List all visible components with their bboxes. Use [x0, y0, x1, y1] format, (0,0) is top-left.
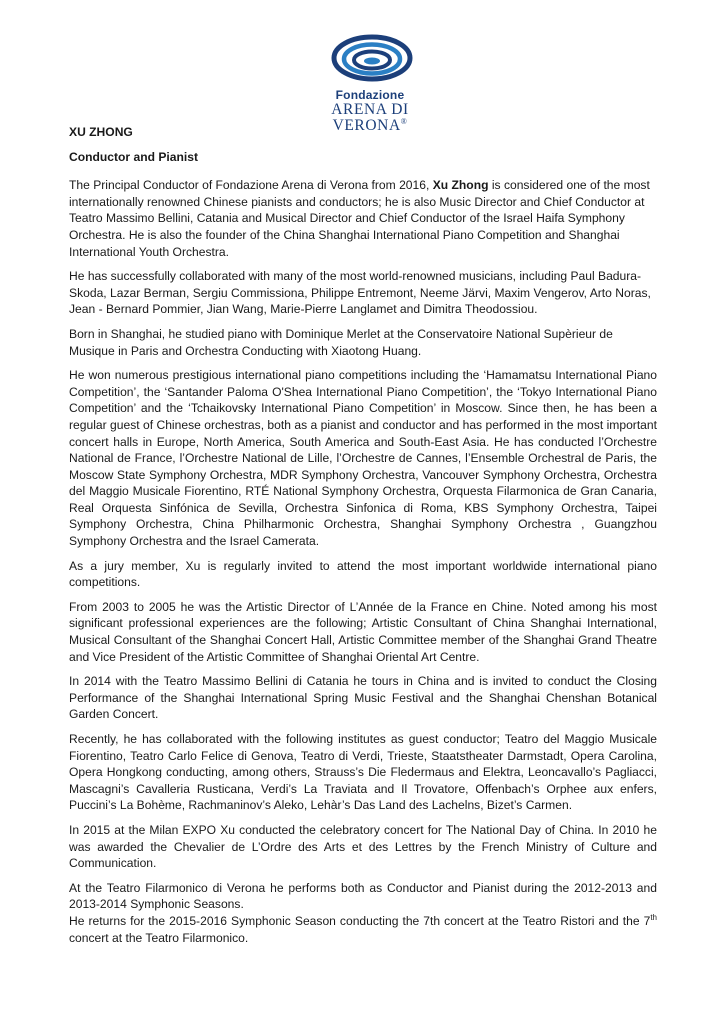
bio-p11-superscript: th	[650, 912, 657, 922]
bio-paragraph-4: He won numerous prestigious international piano competitions including the ‘Hamamatsu International Piano Competition’, the ‘Santander Paloma O'Shea International Piano Competition’, the ‘Tokyo International Piano Competition’ and the ‘Tchaikovsky International Piano Competition’ in Moscow. Since then, he has been a regular guest of Chinese orchestras, both as a pianist and conductor and has performed in the most important concert halls in Europe, North America, South America and South-East Asia. He has conducted l’Orchestre National de France, l’Orchestre National de Lille, l’Orchestre de Cannes, l’Ensemble Orchestral de Paris, the Moscow State Symphony Orchestra, MDR Symphony Orchestra, Vancouver Symphony Orchestra, Orchestra del Maggio Musicale Fiorentino, RTÉ National Symphony Orchestra, Orquesta Filarmonica de Gran Canaria, Real Orquesta Sinfónica de Sevilla, Orchestra Sinfonica di Roma, KBS Symphony Orchestra, Taipei Symphony Orchestra, China Philharmonic Orchestra, Shanghai Symphony Orchestra , Guangzhou Symphony Orchestra and the Israel Camerata.	[69, 368, 657, 549]
logo-wordmark-text: ARENA DI VERONA	[331, 101, 409, 134]
bio-paragraph-11	[69, 913, 657, 946]
bio-paragraph-2: He has successfully collaborated with many of the most world-renowned musicians, including Paul Badura-Skoda, Lazar Berman, Sergiu Commissiona, Philippe Entremont, Neeme Järvi, Maxim Vengerov, Arto Noras, Jean - Bernard Pommier, Jian Wang, Marie-Pierre Langlamet and Dimitra Theodossiou.	[69, 269, 651, 317]
bio-paragraph-9: In 2015 at the Milan EXPO Xu conducted the celebratory concert for The National Day of China. In 2010 he was awarded the Chevalier de L’Ordre des Arts et des Lettres by the French Ministry of Culture and Communication.	[69, 822, 657, 871]
bio-p1-name: Xu Zhong	[432, 178, 489, 193]
bio-paragraph-1	[69, 177, 657, 260]
bio-paragraph-8: Recently, he has collaborated with the following institutes as guest conductor; Teatro del Maggio Musicale Fiorentino, Teatro Carlo Felice di Genova, Teatro di Verdi, Trieste, Staatstheater Darmstadt, Opera Carolina, Opera Hongkong conducting, among others, Strauss’s Die Fledermaus and Elektra, Leoncavallo’s Pagliacci, Mascagni’s Cavalleria Rusticana, Verdi’s La Traviata and Il Trovatore, Offenbach’s Orphee aux enfers, Puccini’s La Bohème, Rachmaninov’s Aleko, Lehàr’s Das Land des Lachelns, Bizet’s Carmen.	[69, 732, 657, 813]
bio-p1-rest: is considered one of the most internationally renowned Chinese pianists and conductors; he is also Music Director and Chief Conductor at Teatro Massimo Bellini, Catania and Musical Director and Chief Conductor of the Israel Haifa Symphony Orchestra. He is also the founder of the China Shanghai International Piano Competition and Shanghai International Youth Orchestra.	[69, 178, 650, 259]
bio-paragraph-5: As a jury member, Xu is regularly invited to attend the most important worldwide international piano competitions.	[69, 558, 657, 590]
artist-name: XU ZHONG	[69, 125, 133, 139]
registered-mark: ®	[400, 116, 408, 126]
arena-rings-icon	[310, 28, 430, 86]
bio-paragraph-7: In 2014 with the Teatro Massimo Bellini di Catania he tours in China and is invited to conduct the Closing Performance of the Shanghai International Spring Music Festival and the Shanghai Chenshan Botanical Garden Concert.	[69, 674, 657, 722]
artist-role: Conductor and Pianist	[69, 149, 199, 164]
bio-p1-intro: The Principal Conductor of Fondazione Arena di Verona from 2016,	[69, 178, 433, 193]
bio-p11-text: He returns for the 2015-2016 Symphonic Season conducting the 7th concert at the Teatro Ristori and the 7	[69, 913, 651, 928]
bio-paragraph-10: At the Teatro Filarmonico di Verona he performs both as Conductor and Pianist during the 2012-2013 and 2013-2014 Symphonic Seasons.	[69, 880, 657, 912]
bio-paragraph-3: Born in Shanghai, he studied piano with Dominique Merlet at the Conservatoire National Supèrieur de Musique in Paris and Orchestra Conducting with Xiaotong Huang.	[69, 326, 613, 358]
logo-foundation-label: Fondazione	[335, 88, 405, 102]
biography-document	[69, 124, 657, 954]
arena-di-verona-logo	[300, 28, 440, 134]
bio-p11-end: concert at the Teatro Filarmonico.	[69, 930, 249, 945]
bio-paragraph-6: From 2003 to 2005 he was the Artistic Director of L’Année de la France en Chine. Noted among his most significant professional experiences are the following; Artistic Consultant of China Shanghai International, Musical Consultant of the Shanghai Concert Hall, Artistic Committee member of the Shanghai Grand Theatre and Vice President of the Artistic Committee of Shanghai Oriental Art Centre.	[69, 599, 657, 664]
